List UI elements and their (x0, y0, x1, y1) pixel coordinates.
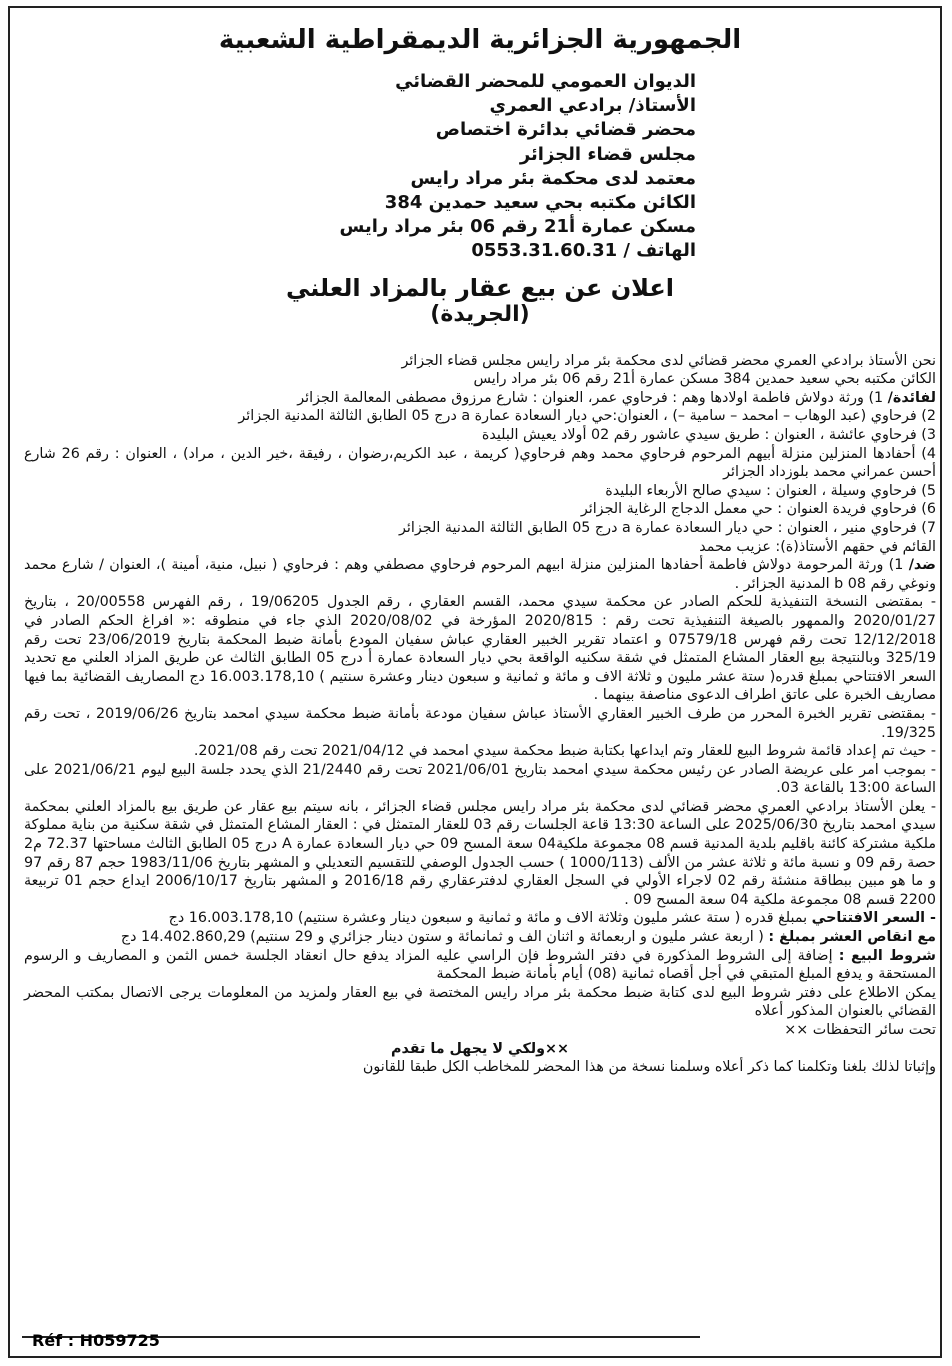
office-line: الأستاذ/ برادعي العمري (489, 95, 696, 117)
republic-title: الجمهورية الجزائرية الديمقراطية الشعبية (218, 25, 742, 55)
discount-text: ( اربعة عشر مليون و اربعمائة و اثنان الف و ثمانمائة و ستون دينار جزائري و 29 سنتيم) 14.402.860,29 دج (120, 929, 769, 946)
office-line: الديوان العمومي للمحضر القضائي (395, 71, 696, 92)
conditions-line (24, 947, 936, 984)
defendant-text: 1) ورثة المرحومة دولاش فاطمة أحفادها المنزلين منزلة ابيهم المرحوم فرحاوي مصطفي وهم : فرحاوي ( نبيل، منية، أمينة )، العنوان / شارع محمد ونوغي رقم 08 b المدنية الجزائر . (24, 557, 936, 592)
beneficiary-line (24, 389, 936, 408)
beneficiary-line: 2) فرحاوي (عبد الوهاب – امحمد – سامية –) ، العنوان:حي ديار السعادة عمارة a درج 05 الطابق الثالثة المدنية الجزائر (238, 408, 936, 425)
intro-line: نحن الأستاذ برادعي العمري محضر قضائي لدى محكمة بئر مراد رايس مجلس قضاء الجزائر (401, 352, 936, 369)
beneficiary-line: القائم في حقهم الأستاذ(ة): عزيب محمد (699, 538, 936, 555)
office-line: مسكن عمارة أ21 رقم 06 بئر مراد رايس (339, 216, 696, 238)
defendant-label: ضد/ (908, 557, 936, 574)
beneficiary-label: لفائدة/ (887, 389, 936, 406)
office-line: مجلس قضاء الجزائر (519, 143, 696, 165)
office-line: الكائن مكتبه بحي سعيد حمدين 384 (384, 192, 696, 214)
document-frame (8, 6, 942, 1358)
opening-price-line (24, 909, 936, 928)
defendant-line (24, 556, 936, 593)
closing-line: وإثباتا لذلك بلغنا وتكلمنا كما ذكر أعلاه وسلمنا نسخة من هذا المحضر للمخاطب الكل طبقا للقانون (362, 1059, 936, 1076)
court-order-paragraph: - بموجب امر على عريضة الصادر عن رئيس محكمة سيدي امحمد بتاريخ 2021/06/01 تحت رقم 21/2440 الذي يحدد جلسة البيع ليوم 2021/06/21 على الساعة 13:00 بالقاعة 03. (24, 761, 936, 797)
beneficiary-line: 4) أحفادها المنزلين منزلة أبيهم المرحوم فرحاوي محمد وهم فرحاوي( كريمة ، عبد الكريم،رضوان ، رفيقة ،خير الدين ، مراد) ، العنوان : رقم 26 شارع أحسن عمراني محمد بلوزداد الجزائر (24, 445, 936, 481)
beneficiary-text: 1) ورثة دولاش فاطمة اولادها وهم : فرحاوي عمر، العنوان : شارع مرزوق مصطفى المعالمة الجزائر (297, 389, 888, 406)
office-line: محضر قضائي بدائرة اختصاص (435, 119, 696, 141)
beneficiary-line: 3) فرحاوي عائشة ، العنوان : طريق سيدي عاشور رقم 02 أولاد يعيش البليدة (481, 427, 936, 443)
reservations-line: تحت سائر التحفظات ×× (784, 1022, 936, 1038)
announcement-subtitle: (الجريدة) (430, 301, 530, 327)
opening-price-label: - السعر الافتتاحي (811, 910, 936, 927)
conditions-text: إضافة إلى الشروط المذكورة في دفتر الشروط فإن الراسي عليه المزاد يدفع حال انعقاد الجلسة خمس الثمن و المصاريف و الرسوم المستحقة و يدفع المبلغ المتبقي في أجل أقصاه ثمانية (08) أيام بأمانة ضبط المحكمة (24, 947, 936, 983)
document (24, 24, 936, 1077)
beneficiary-line: 5) فرحاوي وسيلة ، العنوان : سيدي صالح الأربعاء البليدة (605, 482, 936, 499)
closing-heading: ××ولكي لا يجهل ما تقدم (390, 1040, 570, 1057)
beneficiary-line: 6) فرحاوي فريدة العنوان : حي معمل الدجاج الرغاية الجزائر (580, 501, 936, 518)
info-line: يمكن الاطلاع على دفتر شروط البيع لدى كتابة ضبط محكمة بئر مراد رايس المختصة في بيع العقار ولمزيد من المعلومات يرجى الاتصال بمكتب المحضر القضائي بالعنوان المذكور أعلاه (24, 984, 936, 1020)
sale-terms-paragraph: - حيث تم إعداد قائمة شروط البيع للعقار وتم ايداعها بكتابة ضبط محكمة سيدي امحمد في 2021/04/12 تحت رقم 2021/08. (193, 743, 936, 760)
bailiff-office-block (24, 70, 936, 264)
beneficiary-line: 7) فرحاوي منير ، العنوان : حي ديار السعادة عمارة a درج 05 الطابق الثالثة المدنية الجزائر (399, 519, 936, 536)
announcement-title: اعلان عن بيع عقار بالمزاد العلني (285, 273, 675, 302)
sale-notice-paragraph: - يعلن الأستاذ برادعي العمري محضر قضائي لدى محكمة بئر مراد رايس مجلس قضاء الجزائر ، بانه سيتم بيع عقار عن طريق بيع بالمزاد العلني بمحكمة سيدي امحمد بتاريخ 2025/06/30 على الساعة 13:30 قاعة الجلسات رقم 03 للعقار المتمثل في : العقار المشاع المتمثل في شقة سكنية من بناية مملوكة ملكية مشتركة كائنة باقليم بلدية المدنية قسم 08 مجموعة ملكية04 سعة المسح 09 حي ديار السعادة عمارة A درج 05 الطابق الثالث مساحتها 72.37 م2 حصة رقم 09 و نسبة مائة و ثلاثة عشر من الألف (1000/113 ) حسب الجدول الوصفي للتقسيم التعديلي و المشهر بتاريخ 1983/11/06 حجم 87 رقم 97 و ما هو مبين ببطاقة منشئة رقم 02 لاجراء الأولي في السجل العقاري لدفترعقاري رقم 2016/18 و المشهر بتاريخ 2006/10/17 ايداع حجم 01 تربيعة 2200 قسم 08 مجموعة ملكية 04 سعة المسح 09 . (24, 798, 936, 908)
office-phone: الهاتف / 0553.31.60.31 (471, 240, 696, 262)
discount-label: مع انقاص العشر بمبلغ : (768, 929, 936, 946)
office-line: معتمد لدى محكمة بئر مراد رايس (410, 167, 696, 189)
opening-price-text: بمبلغ قدره ( ستة عشر مليون وثلاثة الاف و مائة و ثمانية و سبعون دينار وعشرة سنتيم) 16.003.178,10 دج (168, 910, 812, 927)
conditions-label: شروط البيع : (838, 947, 936, 964)
discount-line (24, 928, 936, 947)
judgment-paragraph: - بمقتضى النسخة التنفيذية للحكم الصادر عن محكمة سيدي محمد، القسم العقاري ، رقم الجدول 19/06205 ، رقم الفهرس 20/00558 ، بتاريخ 2020/01/27 والممهور بالصيغة التنفيذية تحت رقم : 2020/815 المؤرخة في 2020/08/02 الذي جاء في منطوقه :« افراغ الحكم الصادر في 12/12/2018 تحت رقم فهرس 07579/18 و اعتماد تقرير الخبير العقاري عباش سفيان المودع بأمانة ضبط المحكمة بتاريخ 23/06/2019 تحت رقم 325/19 وبالنتيجة بيع العقار المشاع المتمثل في شقة سكنيه الواقعة بحي ديار السعادة عمارة أ درج 05 الطابق الثالث عن طريق المزاد العلني مع تحديد السعر الافتتاحي بمبلغ قدره( ستة عشر مليون و ثلاثة الاف و مائة و ثمانية و سبعون دينار وعشرة سنتيم ) 16.003.178,10 دج المصاريف القضائية بما فيها مصاريف الخبرة على عاتق اطراف الدعوى مناصفة بينهما . (24, 594, 937, 704)
announcement-body (24, 352, 936, 1077)
intro-line: الكائن مكتبه بحي سعيد حمدين 384 مسكن عمارة أ21 رقم 06 بئر مراد رايس (473, 371, 936, 388)
expert-report-paragraph: - بمقتضى تقرير الخبرة المحرر من طرف الخبير العقاري الأستاذ عباش سفيان مودعة بأمانة ضبط محكمة سيدي امحمد بتاريخ 2019/06/26 ، تحت رقم 19/325. (24, 705, 937, 741)
reference-number: Réf : H059725 (32, 1331, 160, 1350)
